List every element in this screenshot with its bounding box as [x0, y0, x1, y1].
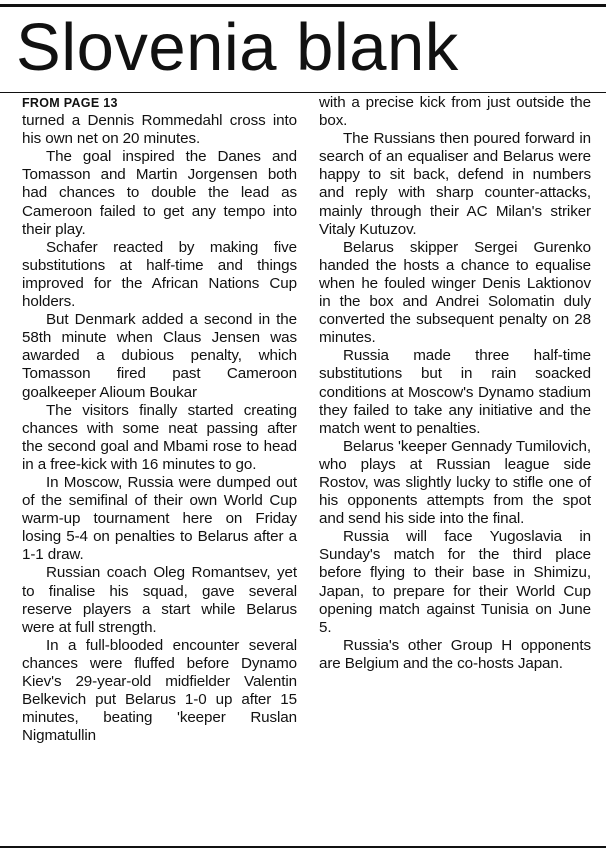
- paragraph: The Russians then poured forward in search of an equaliser and Belarus were happy to sit back, defend in numbers and reply with sharp counter-attacks, mainly through their AC Milan's striker Vitaly Kutuzov.: [319, 130, 591, 238]
- paragraph: Russia's other Group H opponents are Belgium and the co-hosts Japan.: [319, 636, 591, 672]
- left-column: [22, 94, 297, 745]
- paragraph: Russian coach Oleg Romantsev, yet to finalise his squad, gave several reserve players a start while Belarus were at full strength.: [22, 564, 297, 636]
- paragraph: In Moscow, Russia were dumped out of the semifinal of their own World Cup warm-up tournament here on Friday losing 5-4 on penalties to Belarus after a 1-1 draw.: [22, 473, 297, 564]
- right-column: [319, 94, 591, 673]
- kicker: FROM PAGE 13: [22, 96, 118, 110]
- paragraph: In a full-blooded encounter several chances were fluffed before Dynamo Kiev's 29-year-old midfielder Valentin Belkevich put Belarus 1-0 up after 15 minutes, beating 'keeper Ruslan Nigmatullin: [22, 636, 297, 745]
- headline: Slovenia blank: [16, 10, 459, 85]
- paragraph: The goal inspired the Danes and Tomasson and Martin Jorgensen both had chances to double the lead as Cameroon failed to get any tempo into their play.: [22, 148, 297, 238]
- paragraph: The visitors finally started creating chances with some neat passing after the second goal and Mbami rose to head in a free-kick with 16 minutes to go.: [22, 401, 297, 473]
- top-rule: [0, 4, 606, 7]
- headline-rule: [0, 92, 606, 93]
- paragraph: Russia made three half-time substitutions but in rain soacked conditions at Moscow's Dynamo stadium they failed to take any initiative and the match went to penalties.: [319, 347, 591, 437]
- paragraph: turned a Dennis Rommedahl cross into his own net on 20 minutes.: [22, 112, 297, 148]
- paragraph: But Denmark added a second in the 58th minute when Claus Jensen was awarded a dubious penalty, which Tomasson fired past Cameroon goalkeeper Alioum Boukar: [22, 311, 297, 401]
- paragraph: Belarus 'keeper Gennady Tumilovich, who plays at Russian league side Rostov, was slightly lucky to stifle one of his opponents attempts from the spot and send his side into the final.: [319, 437, 591, 528]
- paragraph: Russia will face Yugoslavia in Sunday's match for the third place before flying to their base in Shimizu, Japan, to prepare for their World Cup opening match against Tunisia on June 5.: [319, 528, 591, 636]
- paragraph: with a precise kick from just outside the box.: [319, 94, 591, 130]
- paragraph: Belarus skipper Sergei Gurenko handed the hosts a chance to equalise when he fouled winger Denis Laktionov in the box and Andrei Solomatin duly converted the subsequent penalty on 28 minutes.: [319, 238, 591, 347]
- paragraph: Schafer reacted by making five substitutions at half-time and things improved for the African Nations Cup holders.: [22, 238, 297, 311]
- bottom-rule: [0, 846, 606, 848]
